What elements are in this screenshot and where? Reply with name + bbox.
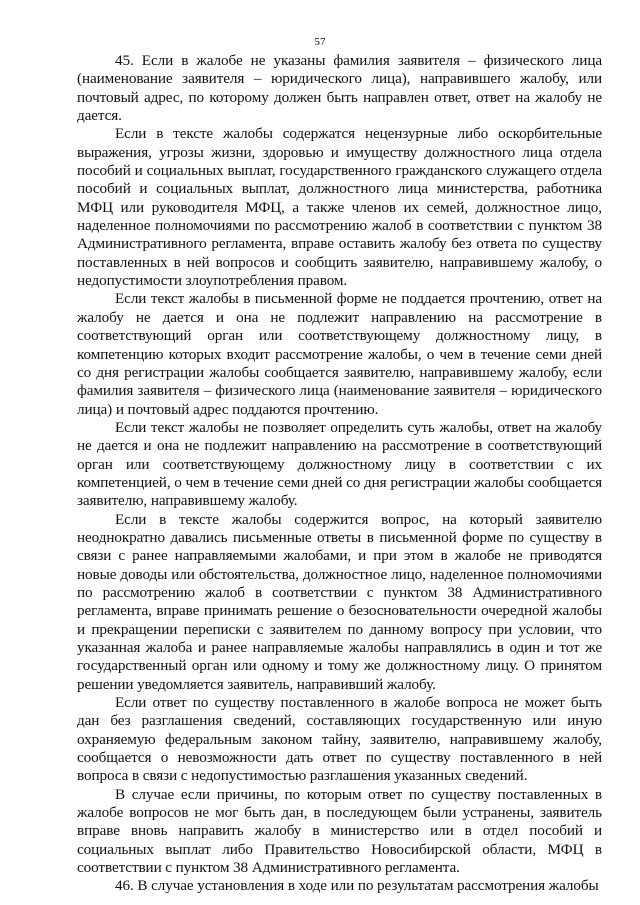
paragraph-state-secret: Если ответ по существу поставленного в жалобе вопроса не может быть дан без разглашения сведений, составляющих государственную или иную охраняемую федеральным законом тайну, заявителю, направившему жалобу, сообщается о невозможности дать ответ по существу поставленного в ней вопроса в связи с недопустимостью разглашения указанных сведений. [77,694,602,785]
paragraph-repeated-question: Если в тексте жалобы содержится вопрос, на который заявителю неоднократно давались письменные ответы в письменной форме по существу в связи с ранее направляемыми жалобами, и при этом в жалобе не приводятся новые доводы или обстоятельства, должностное лицо, наделенное полномочиями по рассмотрению жалоб в соответствии с пунктом 38 Административного регламента, вправе принимать решение о безосновательности очередной жалобы и прекращении переписки с заявителем по данному вопросу при условии, что указанная жалоба и ранее направляемые жалобы направлялись в один и тот же государственный орган или одному и тому же должностному лицу. О принятом решении уведомляется заявитель, направивший жалобу. [77,510,602,693]
paragraph-item-46: 46. В случае установления в ходе или по результатам рассмотрения жалобы [115,877,599,895]
paragraph-offensive-content: Если в тексте жалобы содержатся нецензурные либо оскорбительные выражения, угрозы жизни, здоровью и имуществу должностного лица отдела пособий и социальных выплат, государственного гражданского служащего отдела пособий и социальных выплат, должностного лица министерства, работника МФЦ или руководителя МФЦ, а также членов их семей, должностное лицо, наделенное полномочиями по рассмотрению жалоб в соответствии с пунктом 38 Административного регламента, вправе оставить жалобу без ответа по существу поставленных в ней вопросов и сообщить заявителю, направившему жалобу, о недопустимости злоупотребления правом. [77,125,602,290]
page-number: 57 [314,36,326,48]
paragraph-undefined-essence: Если текст жалобы не позволяет определить суть жалобы, ответ на жалобу не дается и она не подлежит направлению на рассмотрение в соответствующий орган или соответствующему должностному лицу в соответствии с их компетенцией, о чем в течение семи дней со дня регистрации жалобы сообщается заявителю, направившему жалобу. [77,418,602,510]
paragraph-resubmission: В случае если причины, по которым ответ по существу поставленных в жалобе вопросов не мог быть дан, в последующем были устранены, заявитель вправе вновь направить жалобу в министерство или в отдел пособий и социальных выплат либо Правительство Новосибирской области, МФЦ в соответствии с пунктом 38 Административного регламента. [77,785,602,877]
paragraph-item-45: 45. Если в жалобе не указаны фамилия заявителя – физического лица (наименование заявителя – юридического лица), направившего жалобу, или почтовый адрес, по которому должен быть направлен ответ, ответ на жалобу не дается. [77,52,602,125]
paragraph-unreadable-text: Если текст жалобы в письменной форме не поддается прочтению, ответ на жалобу не дается и она не подлежит направлению на рассмотрение в соответствующий орган или соответствующему должностному лицу, в компетенцию которых входит рассмотрение жалобы, о чем в течение семи дней со дня регистрации жалобы сообщается заявителю, направившему жалобу, если фамилия заявителя – физического лица (наименование заявителя – юридического лица) и почтовый адрес поддаются прочтению. [77,290,602,418]
document-body [77,52,602,896]
